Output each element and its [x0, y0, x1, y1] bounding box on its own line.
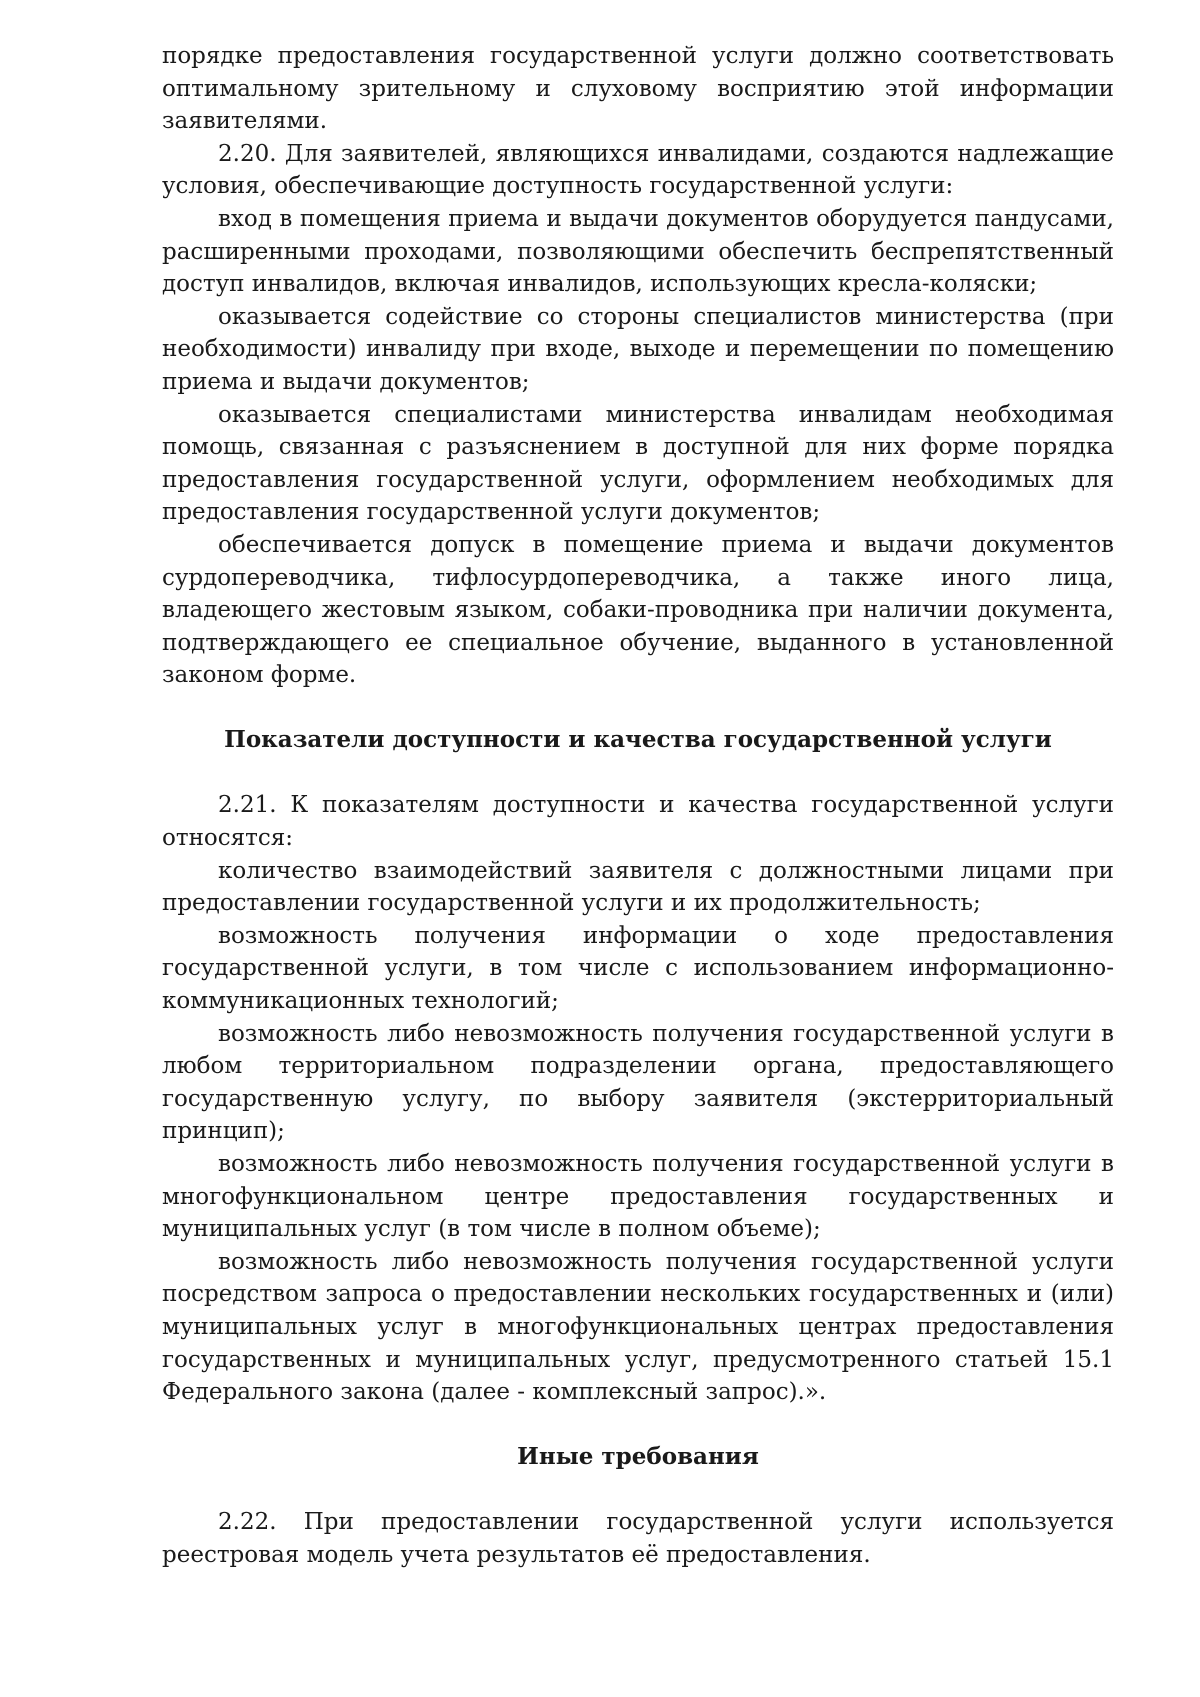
section-2-20-item: обеспечивается допуск в помещение приема и выдачи документов сурдопереводчика, тифлосурдопереводчика, а также иного лица, владеющего жестовым языком, собаки-проводника при наличии документа, подтверждающего ее специальное обучение, выданного в установленной законом форме. [162, 531, 1114, 689]
section-2-21-item: возможность либо невозможность получения государственной услуги в любом территориальном подразделении органа, предоставляющего государственную услугу, по выбору заявителя (экстерриториальный принцип); [162, 1020, 1114, 1145]
section-2-21-lead: 2.21. К показателям доступности и качества государственной услуги относятся: [162, 792, 1114, 852]
section-2-20-item: оказывается содействие со стороны специалистов министерства (при необходимости) инвалиду при входе, выходе и перемещении по помещению приема и выдачи документов; [162, 303, 1114, 395]
heading-other-requirements: Иные требования [517, 1442, 759, 1470]
spacer [162, 1473, 1114, 1506]
heading-indicators: Показатели доступности и качества государственной услуги [224, 725, 1052, 753]
section-2-22: 2.22. При предоставлении государственной услуги используется реестровая модель учета результатов её предоставления. [162, 1509, 1114, 1568]
section-2-21-item: возможность получения информации о ходе предоставления государственной услуги, в том числе с использованием информационно-коммуникационных технологий; [162, 922, 1114, 1015]
section-2-21-item: количество взаимодействий заявителя с должностными лицами при предоставлении государственной услуги и их продолжительность; [162, 857, 1114, 917]
spacer [162, 756, 1114, 789]
document-page [162, 40, 1114, 1572]
intro-paragraph: порядке предоставления государственной услуги должно соответствовать оптимальному зрительному и слуховому восприятию этой информации заявителями. [162, 43, 1114, 135]
section-2-21-item: возможность либо невозможность получения государственной услуги в многофункциональном центре предоставления государственных и муниципальных услуг (в том числе в полном объеме); [162, 1151, 1114, 1243]
section-2-21-item: возможность либо невозможность получения государственной услуги посредством запроса о предоставлении нескольких государственных и (или) муниципальных услуг в многофункциональных центрах предоставления государственных и муниципальных услуг, предусмотренного статьей 15.1 Федерального закона (далее - комплексный запрос).». [162, 1248, 1114, 1406]
spacer [162, 1409, 1114, 1441]
section-2-20-item: оказывается специалистами министерства инвалидам необходимая помощь, связанная с разъяснением в доступной для них форме порядка предоставления государственной услуги, оформлением необходимых для предоставления государственной услуги документов; [162, 401, 1114, 526]
section-2-20-item: вход в помещения приема и выдачи документов оборудуется пандусами, расширенными проходами, позволяющими обеспечить беспрепятственный доступ инвалидов, включая инвалидов, использующих кресла-коляски; [162, 205, 1114, 298]
spacer [162, 692, 1114, 724]
section-2-20-lead: 2.20. Для заявителей, являющихся инвалидами, создаются надлежащие условия, обеспечивающие доступность государственной услуги: [162, 140, 1114, 200]
